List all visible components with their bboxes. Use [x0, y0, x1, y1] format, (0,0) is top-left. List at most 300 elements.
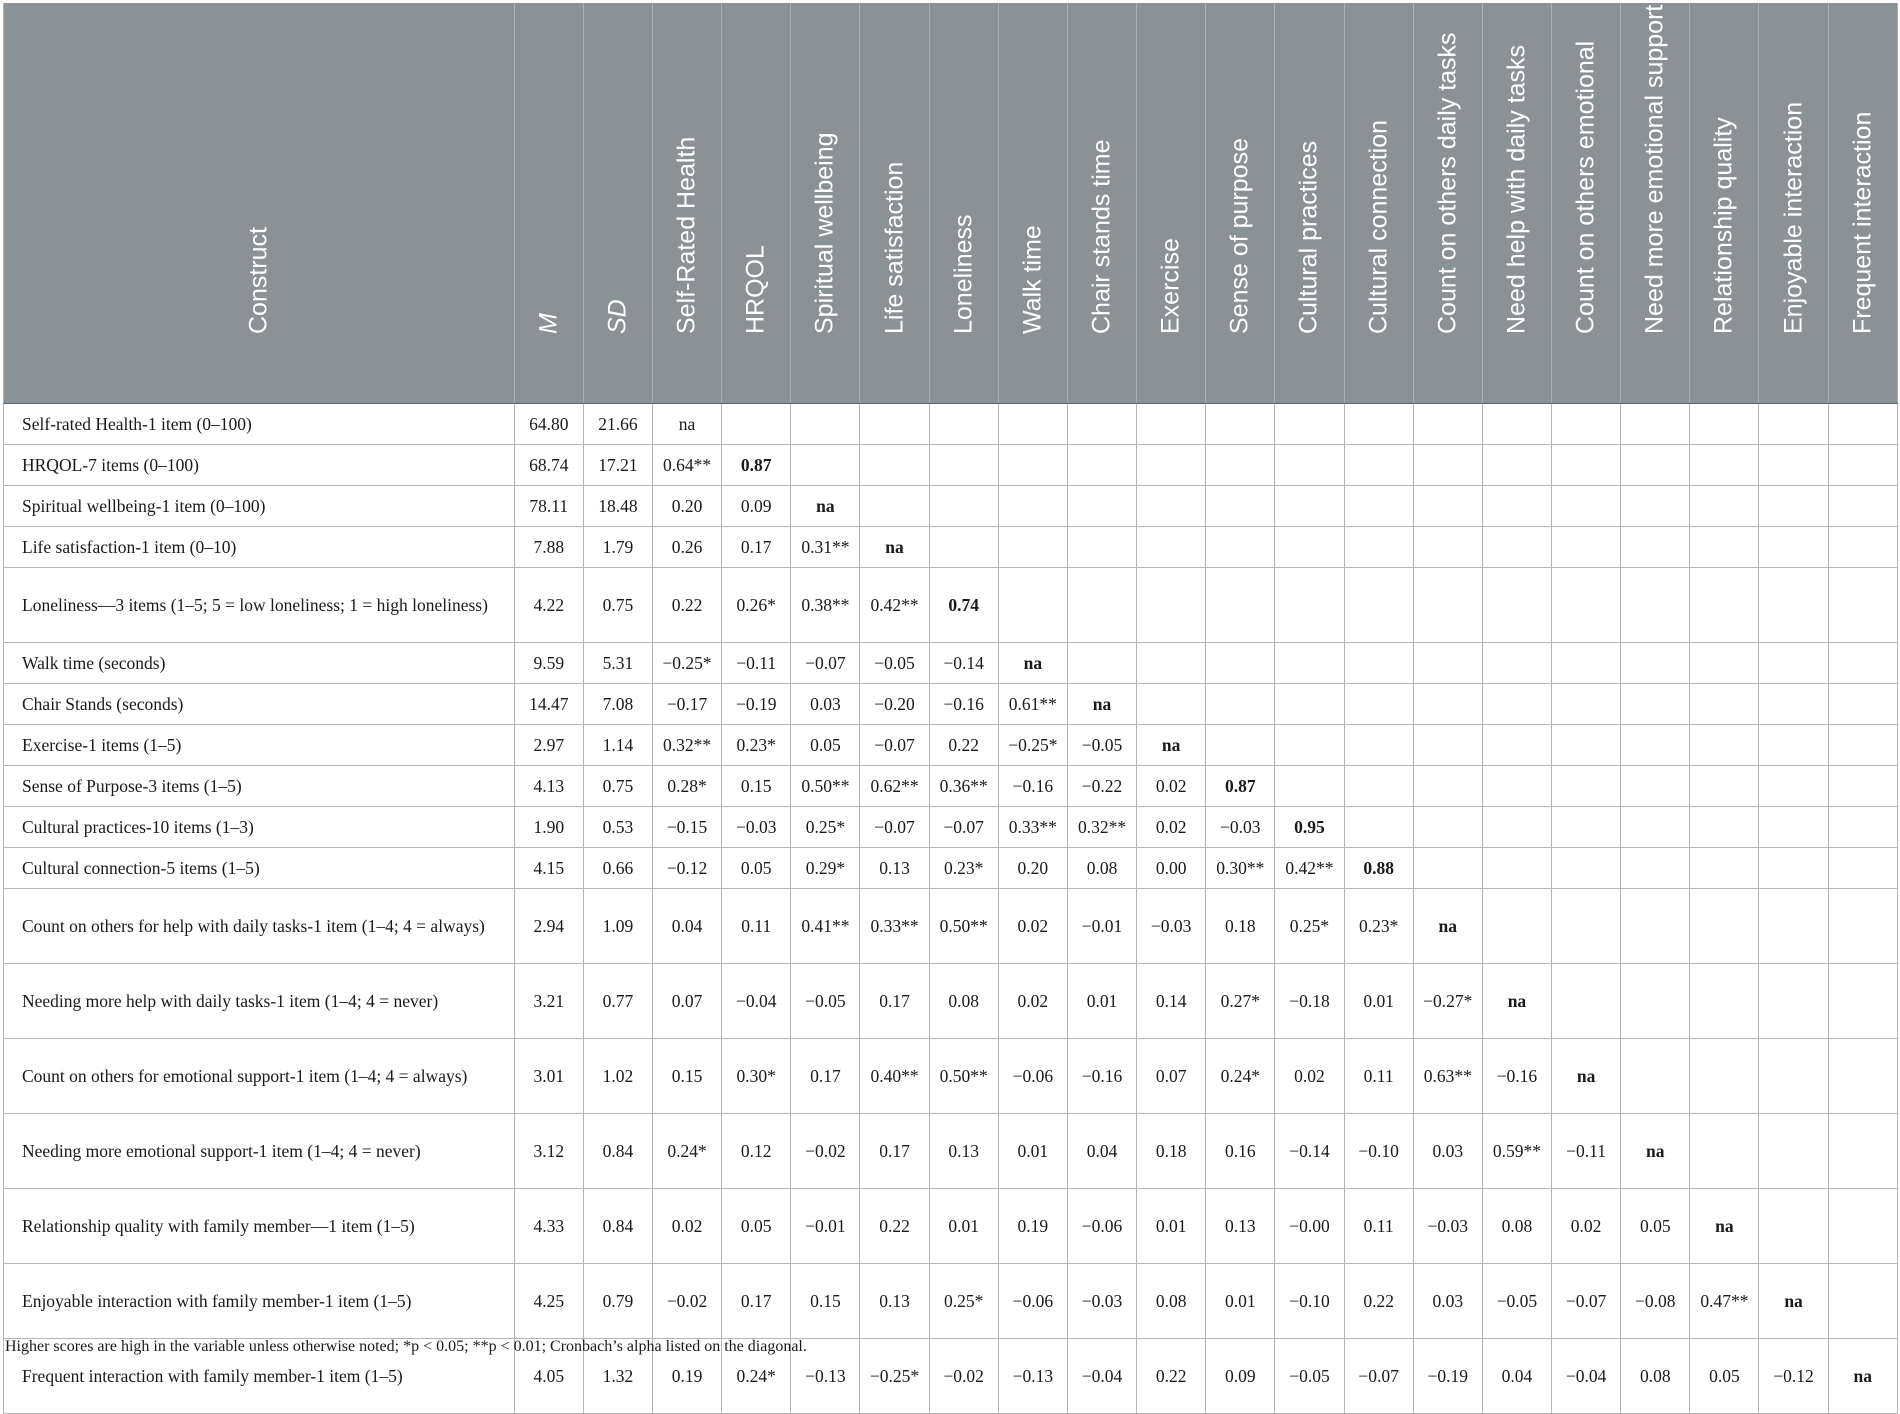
- column-header: [722, 3, 791, 404]
- empty-cell: [1690, 1114, 1759, 1189]
- empty-cell: [1137, 527, 1206, 568]
- table-body: [4, 404, 1898, 1414]
- empty-cell: [1759, 964, 1828, 1039]
- empty-cell: [998, 445, 1067, 486]
- correlation-table-container: [3, 3, 1897, 1414]
- column-header: [514, 3, 583, 404]
- correlation-cell: 0.02: [1137, 807, 1206, 848]
- empty-cell: [1552, 725, 1621, 766]
- table-row: [4, 486, 1898, 527]
- diagonal-value: 0.87: [740, 454, 772, 475]
- diagonal-cell: [1137, 725, 1206, 766]
- empty-cell: [1413, 445, 1482, 486]
- construct-cell: Sense of Purpose-3 items (1–5): [4, 766, 515, 807]
- empty-cell: [1206, 445, 1275, 486]
- diagonal-value: na: [1576, 1065, 1596, 1086]
- empty-cell: [1482, 848, 1551, 889]
- empty-cell: [1067, 486, 1136, 527]
- empty-cell: [1206, 486, 1275, 527]
- correlation-cell: 0.26*: [722, 568, 791, 643]
- empty-cell: [1759, 1039, 1828, 1114]
- empty-cell: [1621, 889, 1690, 964]
- empty-cell: [1137, 404, 1206, 445]
- empty-cell: [1413, 807, 1482, 848]
- diagonal-cell: [1690, 1189, 1759, 1264]
- correlation-cell: −0.12: [1759, 1339, 1828, 1414]
- empty-cell: [1759, 486, 1828, 527]
- empty-cell: [1344, 684, 1413, 725]
- table-row: [4, 1264, 1898, 1339]
- empty-cell: [1413, 684, 1482, 725]
- diagonal-cell: na: [652, 404, 721, 445]
- empty-cell: [1690, 684, 1759, 725]
- empty-cell: [929, 445, 998, 486]
- table-row: [4, 766, 1898, 807]
- empty-cell: [1828, 889, 1897, 964]
- empty-cell: [1482, 807, 1551, 848]
- correlation-cell: 0.30*: [722, 1039, 791, 1114]
- table-row: [4, 404, 1898, 445]
- correlation-cell: 0.17: [860, 1114, 929, 1189]
- correlation-cell: −0.06: [998, 1264, 1067, 1339]
- empty-cell: [1206, 725, 1275, 766]
- diagonal-cell: [860, 527, 929, 568]
- construct-cell: Life satisfaction-1 item (0–10): [4, 527, 515, 568]
- empty-cell: [1759, 889, 1828, 964]
- correlation-cell: 0.17: [860, 964, 929, 1039]
- correlation-cell: 0.02: [1137, 766, 1206, 807]
- mean-cell: 2.94: [514, 889, 583, 964]
- correlation-cell: −0.20: [860, 684, 929, 725]
- column-header: [1206, 3, 1275, 404]
- empty-cell: [1621, 766, 1690, 807]
- correlation-cell: 0.20: [998, 848, 1067, 889]
- correlation-cell: −0.27*: [1413, 964, 1482, 1039]
- empty-cell: [1690, 889, 1759, 964]
- diagonal-value: 0.88: [1363, 857, 1394, 878]
- correlation-cell: 0.08: [1482, 1189, 1551, 1264]
- empty-cell: [860, 445, 929, 486]
- construct-cell: HRQOL-7 items (0–100): [4, 445, 515, 486]
- correlation-cell: 0.47**: [1690, 1264, 1759, 1339]
- construct-cell: Walk time (seconds): [4, 643, 515, 684]
- correlation-cell: −0.06: [998, 1039, 1067, 1114]
- empty-cell: [1690, 766, 1759, 807]
- empty-cell: [1067, 643, 1136, 684]
- mean-cell: 4.33: [514, 1189, 583, 1264]
- correlation-cell: 0.24*: [1206, 1039, 1275, 1114]
- diagonal-value: na: [1092, 693, 1112, 714]
- empty-cell: [1344, 486, 1413, 527]
- empty-cell: [1067, 568, 1136, 643]
- empty-cell: [1828, 1189, 1897, 1264]
- empty-cell: [1690, 807, 1759, 848]
- correlation-cell: 0.02: [652, 1189, 721, 1264]
- construct-cell: Frequent interaction with family member-1 item (1–5): [4, 1339, 515, 1414]
- empty-cell: [1552, 568, 1621, 643]
- empty-cell: [1344, 766, 1413, 807]
- correlation-cell: 0.28*: [652, 766, 721, 807]
- construct-cell: Count on others for emotional support-1 item (1–4; 4 = always): [4, 1039, 515, 1114]
- mean-cell: 78.11: [514, 486, 583, 527]
- empty-cell: [1690, 445, 1759, 486]
- correlation-cell: 0.02: [1275, 1039, 1344, 1114]
- correlation-cell: −0.08: [1621, 1264, 1690, 1339]
- column-header-label: SD: [603, 299, 632, 334]
- empty-cell: [1690, 527, 1759, 568]
- diagonal-value: na: [1853, 1365, 1872, 1386]
- empty-cell: [1690, 568, 1759, 643]
- mean-cell: 3.12: [514, 1114, 583, 1189]
- diagonal-cell: [791, 486, 860, 527]
- correlation-cell: −0.10: [1275, 1264, 1344, 1339]
- empty-cell: [1413, 848, 1482, 889]
- correlation-cell: 0.13: [1206, 1189, 1275, 1264]
- table-row: [4, 725, 1898, 766]
- empty-cell: [1828, 1264, 1897, 1339]
- correlation-cell: 0.23*: [1344, 889, 1413, 964]
- table-row: [4, 889, 1898, 964]
- column-header: [1344, 3, 1413, 404]
- empty-cell: [722, 404, 791, 445]
- diagonal-value: na: [1715, 1215, 1734, 1236]
- mean-cell: 2.97: [514, 725, 583, 766]
- table-row: [4, 1039, 1898, 1114]
- empty-cell: [1621, 445, 1690, 486]
- correlation-cell: 0.08: [1067, 848, 1136, 889]
- column-header-label: Self-Rated Health: [672, 136, 701, 334]
- correlation-cell: −0.15: [652, 807, 721, 848]
- mean-cell: 9.59: [514, 643, 583, 684]
- diagonal-cell: [1344, 848, 1413, 889]
- correlation-cell: −0.04: [722, 964, 791, 1039]
- column-header: [1621, 3, 1690, 404]
- correlation-cell: 0.61**: [998, 684, 1067, 725]
- column-header: [1690, 3, 1759, 404]
- table-row: [4, 527, 1898, 568]
- empty-cell: [1621, 725, 1690, 766]
- empty-cell: [1828, 964, 1897, 1039]
- empty-cell: [1759, 527, 1828, 568]
- correlation-cell: 0.63**: [1413, 1039, 1482, 1114]
- empty-cell: [1206, 684, 1275, 725]
- empty-cell: [1759, 404, 1828, 445]
- empty-cell: [1344, 527, 1413, 568]
- table-row: [4, 1114, 1898, 1189]
- empty-cell: [1275, 725, 1344, 766]
- empty-cell: [1552, 643, 1621, 684]
- correlation-cell: −0.01: [791, 1189, 860, 1264]
- correlation-cell: 0.33**: [998, 807, 1067, 848]
- empty-cell: [1067, 404, 1136, 445]
- table-footnote: Higher scores are high in the variable unless otherwise noted; *p < 0.05; **p < 0.01; Cronbach’s alpha listed on the diagonal.: [5, 1338, 807, 1355]
- header-row: [4, 3, 1898, 404]
- correlation-cell: −0.03: [1067, 1264, 1136, 1339]
- correlation-cell: 0.17: [722, 1264, 791, 1339]
- correlation-cell: −0.13: [791, 1339, 860, 1414]
- correlation-cell: −0.18: [1275, 964, 1344, 1039]
- empty-cell: [1828, 404, 1897, 445]
- empty-cell: [1482, 766, 1551, 807]
- correlation-cell: 0.07: [1137, 1039, 1206, 1114]
- sd-cell: 17.21: [583, 445, 652, 486]
- empty-cell: [1552, 889, 1621, 964]
- empty-cell: [1828, 486, 1897, 527]
- correlation-cell: 0.07: [652, 964, 721, 1039]
- empty-cell: [1621, 527, 1690, 568]
- empty-cell: [998, 486, 1067, 527]
- empty-cell: [1067, 527, 1136, 568]
- diagonal-cell: [1067, 684, 1136, 725]
- column-header-label: Count on others daily tasks: [1433, 32, 1462, 334]
- empty-cell: [1621, 486, 1690, 527]
- column-header: [929, 3, 998, 404]
- table-header: [4, 3, 1898, 404]
- table-row: [4, 445, 1898, 486]
- table-row: [4, 684, 1898, 725]
- diagonal-cell: [1206, 766, 1275, 807]
- diagonal-cell: [1828, 1339, 1897, 1414]
- sd-cell: 0.84: [583, 1114, 652, 1189]
- empty-cell: [1275, 643, 1344, 684]
- correlation-cell: −0.13: [998, 1339, 1067, 1414]
- sd-cell: 1.14: [583, 725, 652, 766]
- correlation-cell: 0.09: [722, 486, 791, 527]
- correlation-cell: 0.22: [652, 568, 721, 643]
- diagonal-cell: [1621, 1114, 1690, 1189]
- empty-cell: [1759, 725, 1828, 766]
- correlation-cell: 0.50**: [929, 1039, 998, 1114]
- empty-cell: [1413, 404, 1482, 445]
- correlation-cell: 0.03: [1413, 1264, 1482, 1339]
- correlation-cell: 0.01: [929, 1189, 998, 1264]
- empty-cell: [1552, 848, 1621, 889]
- table-row: [4, 807, 1898, 848]
- correlation-cell: 0.32**: [652, 725, 721, 766]
- empty-cell: [1759, 568, 1828, 643]
- correlation-cell: −0.07: [860, 807, 929, 848]
- mean-cell: 7.88: [514, 527, 583, 568]
- empty-cell: [1482, 527, 1551, 568]
- empty-cell: [1621, 684, 1690, 725]
- correlation-cell: 0.31**: [791, 527, 860, 568]
- column-header-label: M: [534, 313, 563, 334]
- empty-cell: [1621, 848, 1690, 889]
- empty-cell: [860, 486, 929, 527]
- empty-cell: [1552, 445, 1621, 486]
- column-header: [1759, 3, 1828, 404]
- correlation-cell: −0.07: [860, 725, 929, 766]
- empty-cell: [1552, 486, 1621, 527]
- empty-cell: [1690, 643, 1759, 684]
- empty-cell: [1344, 404, 1413, 445]
- diagonal-cell: [1482, 964, 1551, 1039]
- correlation-cell: −0.10: [1344, 1114, 1413, 1189]
- diagonal-value: 0.95: [1294, 816, 1325, 837]
- diagonal-value: na: [1023, 652, 1043, 673]
- correlation-cell: 0.42**: [860, 568, 929, 643]
- empty-cell: [929, 527, 998, 568]
- column-header: [1482, 3, 1551, 404]
- construct-cell: Exercise-1 items (1–5): [4, 725, 515, 766]
- empty-cell: [1413, 486, 1482, 527]
- correlation-cell: −0.02: [791, 1114, 860, 1189]
- correlation-cell: 0.16: [1206, 1114, 1275, 1189]
- construct-cell: Enjoyable interaction with family member-1 item (1–5): [4, 1264, 515, 1339]
- column-header: [1137, 3, 1206, 404]
- table-row: [4, 1189, 1898, 1264]
- correlation-cell: −0.16: [929, 684, 998, 725]
- empty-cell: [1621, 404, 1690, 445]
- correlation-cell: −0.14: [929, 643, 998, 684]
- correlation-cell: 0.18: [1206, 889, 1275, 964]
- correlation-cell: −0.11: [1552, 1114, 1621, 1189]
- correlation-cell: 0.11: [1344, 1039, 1413, 1114]
- correlation-cell: −0.04: [1552, 1339, 1621, 1414]
- empty-cell: [1828, 1039, 1897, 1114]
- correlation-cell: 0.08: [1137, 1264, 1206, 1339]
- sd-cell: 0.66: [583, 848, 652, 889]
- sd-cell: 0.75: [583, 766, 652, 807]
- empty-cell: [1828, 568, 1897, 643]
- empty-cell: [1828, 848, 1897, 889]
- correlation-cell: 0.00: [1137, 848, 1206, 889]
- correlation-cell: 0.22: [860, 1189, 929, 1264]
- correlation-cell: 0.14: [1137, 964, 1206, 1039]
- table-row: [4, 568, 1898, 643]
- sd-cell: 1.09: [583, 889, 652, 964]
- empty-cell: [1275, 486, 1344, 527]
- correlation-cell: 0.38**: [791, 568, 860, 643]
- correlation-cell: 0.32**: [1067, 807, 1136, 848]
- correlation-cell: 0.01: [1137, 1189, 1206, 1264]
- column-header-label: HRQOL: [741, 245, 770, 334]
- correlation-cell: −0.01: [1067, 889, 1136, 964]
- column-header-label: Cultural connection: [1364, 119, 1393, 334]
- empty-cell: [1275, 568, 1344, 643]
- column-header: [4, 3, 515, 404]
- correlation-cell: 0.08: [929, 964, 998, 1039]
- diagonal-value: 0.74: [948, 594, 979, 615]
- empty-cell: [1482, 486, 1551, 527]
- sd-cell: 0.53: [583, 807, 652, 848]
- empty-cell: [1344, 568, 1413, 643]
- correlation-cell: 0.13: [860, 848, 929, 889]
- correlation-cell: −0.16: [998, 766, 1067, 807]
- correlation-cell: −0.03: [1413, 1189, 1482, 1264]
- column-header-label: Life satisfaction: [880, 161, 909, 334]
- correlation-cell: −0.07: [1344, 1339, 1413, 1414]
- correlation-cell: 0.30**: [1206, 848, 1275, 889]
- empty-cell: [1275, 527, 1344, 568]
- empty-cell: [1275, 766, 1344, 807]
- empty-cell: [1137, 684, 1206, 725]
- construct-cell: Loneliness—3 items (1–5; 5 = low loneliness; 1 = high loneliness): [4, 568, 515, 643]
- empty-cell: [1413, 568, 1482, 643]
- sd-cell: 1.79: [583, 527, 652, 568]
- construct-cell: Cultural practices-10 items (1–3): [4, 807, 515, 848]
- correlation-cell: 0.03: [1413, 1114, 1482, 1189]
- mean-cell: 4.05: [514, 1339, 583, 1414]
- empty-cell: [1206, 568, 1275, 643]
- diagonal-cell: [1413, 889, 1482, 964]
- sd-cell: 18.48: [583, 486, 652, 527]
- correlation-cell: 0.01: [998, 1114, 1067, 1189]
- empty-cell: [1275, 404, 1344, 445]
- empty-cell: [1690, 404, 1759, 445]
- correlation-cell: −0.05: [1275, 1339, 1344, 1414]
- mean-cell: 4.22: [514, 568, 583, 643]
- column-header-label: Count on others emotional: [1571, 40, 1600, 334]
- correlation-cell: 0.33**: [860, 889, 929, 964]
- diagonal-value: na: [1784, 1290, 1803, 1311]
- correlation-cell: 0.01: [1206, 1264, 1275, 1339]
- correlation-cell: 0.64**: [652, 445, 721, 486]
- empty-cell: [1482, 889, 1551, 964]
- empty-cell: [791, 445, 860, 486]
- column-header: [1828, 3, 1897, 404]
- correlation-cell: −0.25*: [998, 725, 1067, 766]
- diagonal-value: na: [1438, 915, 1458, 936]
- empty-cell: [1206, 404, 1275, 445]
- empty-cell: [1137, 643, 1206, 684]
- correlation-table: [3, 3, 1898, 1414]
- column-header: [1275, 3, 1344, 404]
- correlation-cell: −0.02: [652, 1264, 721, 1339]
- empty-cell: [1552, 766, 1621, 807]
- construct-cell: Needing more emotional support-1 item (1–4; 4 = never): [4, 1114, 515, 1189]
- empty-cell: [1690, 725, 1759, 766]
- correlation-cell: 0.23*: [929, 848, 998, 889]
- correlation-cell: −0.11: [722, 643, 791, 684]
- correlation-cell: −0.03: [1137, 889, 1206, 964]
- correlation-cell: 0.11: [722, 889, 791, 964]
- correlation-cell: 0.05: [722, 848, 791, 889]
- column-header-label: Loneliness: [949, 214, 978, 334]
- diagonal-value: na: [885, 536, 904, 557]
- empty-cell: [1413, 643, 1482, 684]
- correlation-cell: −0.07: [1552, 1264, 1621, 1339]
- empty-cell: [1621, 964, 1690, 1039]
- mean-cell: 1.90: [514, 807, 583, 848]
- correlation-cell: 0.09: [1206, 1339, 1275, 1414]
- correlation-cell: 0.17: [791, 1039, 860, 1114]
- empty-cell: [1482, 684, 1551, 725]
- empty-cell: [1275, 684, 1344, 725]
- correlation-cell: −0.05: [1067, 725, 1136, 766]
- construct-cell: Chair Stands (seconds): [4, 684, 515, 725]
- correlation-cell: 0.04: [1482, 1339, 1551, 1414]
- empty-cell: [1552, 404, 1621, 445]
- correlation-cell: 0.19: [998, 1189, 1067, 1264]
- correlation-cell: 0.24*: [652, 1114, 721, 1189]
- empty-cell: [791, 404, 860, 445]
- mean-cell: 3.01: [514, 1039, 583, 1114]
- column-header-label: Relationship quality: [1709, 117, 1738, 334]
- correlation-cell: 0.15: [722, 766, 791, 807]
- correlation-cell: 0.22: [1344, 1264, 1413, 1339]
- diagonal-value: na: [816, 495, 835, 516]
- correlation-cell: 0.40**: [860, 1039, 929, 1114]
- construct-cell: Self-rated Health-1 item (0–100): [4, 404, 515, 445]
- empty-cell: [1344, 725, 1413, 766]
- sd-cell: 7.08: [583, 684, 652, 725]
- mean-cell: 4.15: [514, 848, 583, 889]
- construct-cell: Cultural connection-5 items (1–5): [4, 848, 515, 889]
- empty-cell: [1482, 643, 1551, 684]
- mean-cell: 14.47: [514, 684, 583, 725]
- empty-cell: [1828, 643, 1897, 684]
